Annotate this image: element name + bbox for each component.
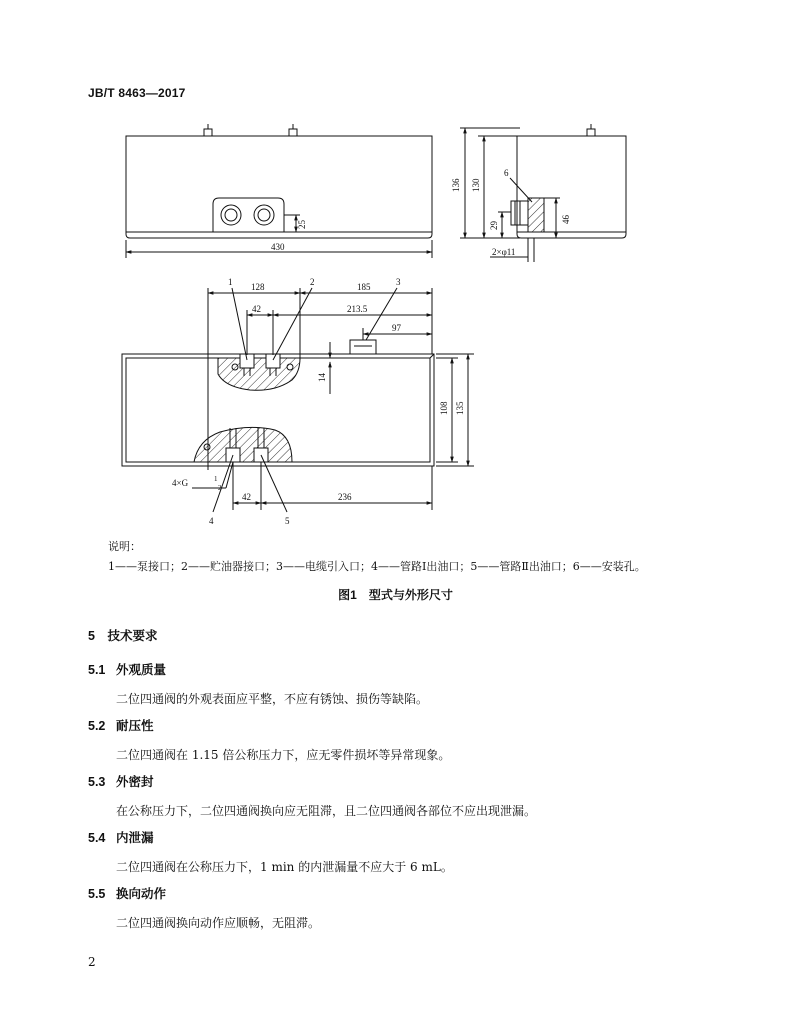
dim-42-top: 42 [252, 304, 261, 314]
callout-2: 2 [310, 277, 315, 287]
dim-97: 97 [392, 323, 401, 333]
figure-title: 图1 型式与外形尺寸 [338, 588, 453, 602]
page-number: 2 [88, 955, 96, 969]
dim-14: 14 [317, 373, 327, 382]
dim-213-5: 213.5 [347, 304, 368, 314]
side-view [460, 124, 626, 262]
thread-frac-num: 1 [214, 475, 218, 483]
standard-number: JB/T 8463—2017 [88, 86, 186, 100]
dim-holes: 2×φ11 [492, 247, 516, 257]
section-5-5-heading: 5.5 换向动作 [88, 887, 167, 901]
section-5-2-text: 二位四通阀在 1.15 倍公称压力下，应无零件损坏等异常现象。 [116, 748, 451, 762]
callout-3: 3 [396, 277, 401, 287]
section-5-title: 5 技术要求 [88, 629, 158, 643]
dim-25: 25 [297, 220, 307, 229]
thread-spec: 4×G [172, 478, 189, 488]
section-5-4-heading: 5.4 内泄漏 [88, 831, 154, 845]
dim-430: 430 [271, 242, 285, 252]
callout-5: 5 [285, 516, 290, 526]
section-5-3-heading: 5.3 外密封 [88, 775, 154, 789]
section-5-1-heading: 5.1 外观质量 [88, 663, 167, 677]
callout-1: 1 [228, 277, 233, 287]
figure-note-label: 说明： [108, 540, 141, 553]
dim-135: 135 [455, 401, 465, 415]
dim-136: 136 [451, 178, 461, 192]
figure-legend: 1——泵接口；2——贮油器接口；3——电缆引入口；4——管路Ⅰ出油口；5——管路Ⅱ出油口；6——安装孔。 [108, 560, 646, 573]
dim-29: 29 [489, 221, 499, 230]
dim-42-bottom: 42 [242, 492, 251, 502]
dim-236: 236 [338, 492, 352, 502]
thread-frac-den: 2 [218, 484, 222, 492]
callout-4: 4 [209, 516, 214, 526]
dim-128: 128 [251, 282, 265, 292]
section-5-2-heading: 5.2 耐压性 [88, 719, 154, 733]
section-5-5-text: 二位四通阀换向动作应顺畅，无阻滞。 [116, 916, 321, 930]
dim-108: 108 [439, 401, 449, 415]
dim-46: 46 [561, 215, 571, 224]
section-5-1-text: 二位四通阀的外观表面应平整，不应有锈蚀、损伤等缺陷。 [116, 692, 429, 706]
dim-185: 185 [357, 282, 371, 292]
section-5-3-text: 在公称压力下，二位四通阀换向应无阻滞，且二位四通阀各部位不应出现泄漏。 [116, 804, 537, 818]
section-5-4-text: 二位四通阀在公称压力下，1 min 的内泄漏量不应大于 6 mL。 [116, 860, 453, 874]
dim-130: 130 [471, 178, 481, 192]
front-view [126, 124, 432, 258]
callout-6: 6 [504, 168, 509, 178]
